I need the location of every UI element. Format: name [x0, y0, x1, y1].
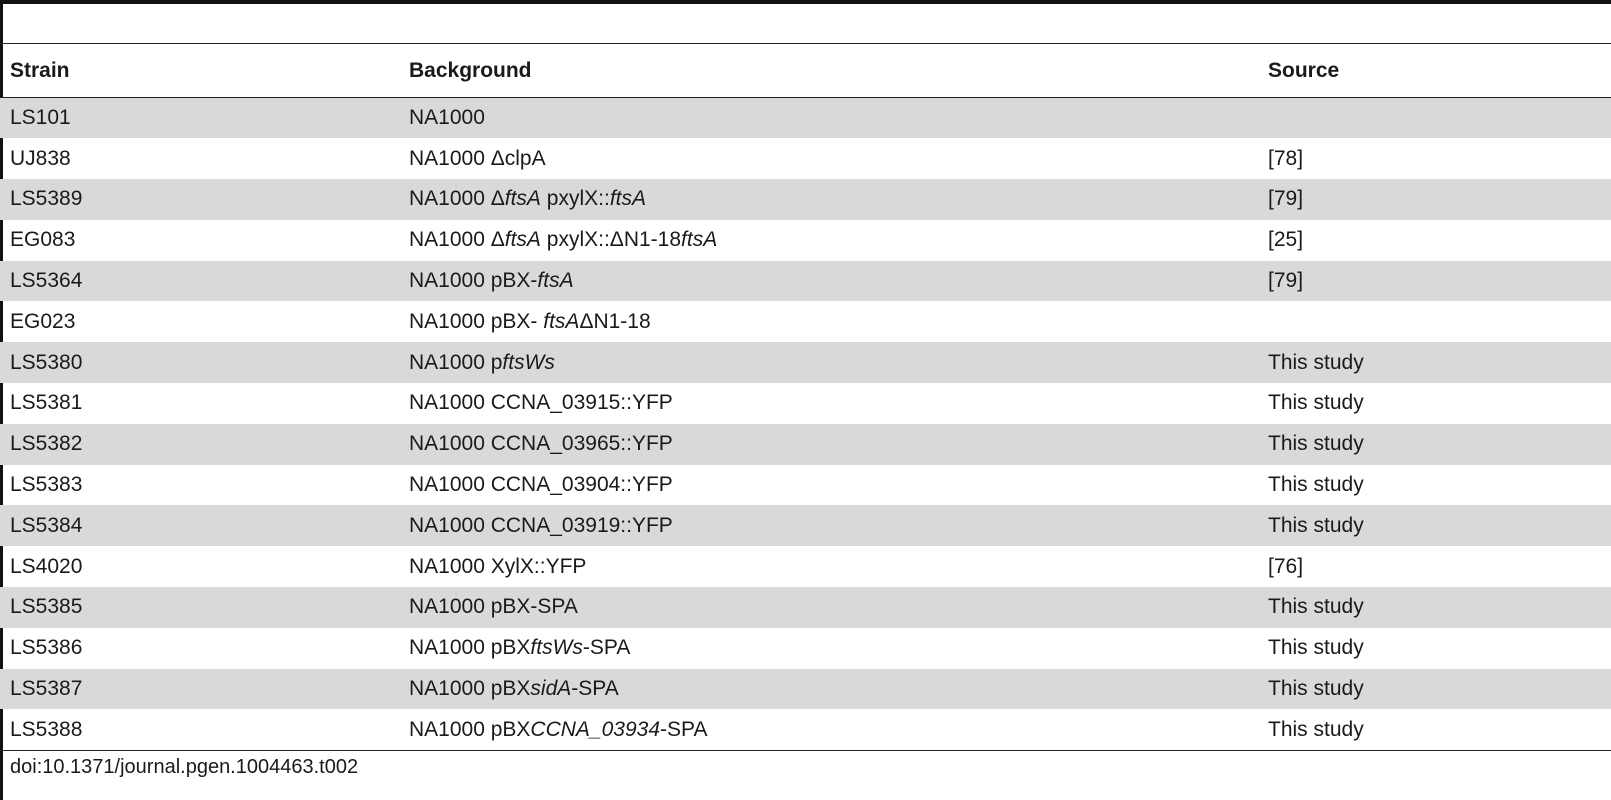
- cell-strain: LS5381: [10, 391, 83, 415]
- table-row: [0, 587, 1611, 628]
- table-row: [0, 220, 1611, 261]
- background-text: NA1000 pBX-SPA: [409, 595, 578, 619]
- header-source: Source: [1268, 58, 1340, 82]
- background-text: ΔN1-18: [579, 309, 651, 333]
- background-text: NA1000 ΔclpA: [409, 146, 546, 170]
- cell-background: [409, 546, 1268, 587]
- table-row: [0, 179, 1611, 220]
- table-row: [0, 301, 1611, 342]
- gene-name-italic: ftsA: [504, 187, 541, 211]
- cell-source: [25]: [1268, 228, 1304, 252]
- cell-source: This study: [1268, 636, 1364, 660]
- cell-strain: LS5385: [10, 595, 83, 619]
- cell-strain: LS4020: [10, 554, 83, 578]
- cell-source: This study: [1268, 513, 1364, 537]
- table-row: [0, 342, 1611, 383]
- cell-source: This study: [1268, 677, 1364, 701]
- cell-background: [409, 424, 1268, 465]
- cell-strain: LS5382: [10, 432, 83, 456]
- gene-name-italic: ftsA: [609, 187, 646, 211]
- background-text: NA1000 pBX: [409, 636, 531, 660]
- table-row: [0, 546, 1611, 587]
- table-row: [0, 709, 1611, 750]
- table-row: [0, 424, 1611, 465]
- cell-background: [409, 342, 1268, 383]
- background-text: -SPA: [582, 636, 631, 660]
- background-text: NA1000 CCNA_03965::YFP: [409, 432, 673, 456]
- header-background: Background: [409, 58, 532, 82]
- cell-strain: LS5384: [10, 513, 83, 537]
- doi-caption: doi:10.1371/journal.pgen.1004463.t002: [10, 756, 359, 778]
- background-text: NA1000 pBX: [409, 677, 531, 701]
- cell-background: [409, 709, 1268, 750]
- cell-background: [409, 261, 1268, 302]
- cell-strain: LS5383: [10, 473, 83, 497]
- cell-background: [409, 669, 1268, 710]
- cell-source: [79]: [1268, 187, 1304, 211]
- table-row: [0, 628, 1611, 669]
- background-text: NA1000 CCNA_03904::YFP: [409, 473, 673, 497]
- gene-name-italic: ftsA: [543, 309, 580, 333]
- background-text: NA1000 pBX-: [409, 269, 538, 293]
- background-text: NA1000 CCNA_03919::YFP: [409, 513, 673, 537]
- cell-source: This study: [1268, 473, 1364, 497]
- cell-source: This study: [1268, 717, 1364, 741]
- table-header: [0, 44, 1611, 98]
- cell-source: [79]: [1268, 269, 1304, 293]
- cell-source: This study: [1268, 350, 1364, 374]
- cell-source: This study: [1268, 595, 1364, 619]
- gene-name-italic: sidA: [530, 677, 572, 701]
- background-text: NA1000 XylX::YFP: [409, 554, 587, 578]
- cell-background: [409, 179, 1268, 220]
- background-text: -SPA: [660, 717, 708, 741]
- cell-background: [409, 628, 1268, 669]
- cell-strain: EG083: [10, 228, 76, 252]
- background-text: NA1000 pBX: [409, 717, 531, 741]
- cell-background: [409, 383, 1268, 424]
- cell-strain: LS5386: [10, 636, 83, 660]
- gene-name-italic: ftsWs: [530, 636, 583, 660]
- table-row: [0, 383, 1611, 424]
- header-strain: Strain: [10, 58, 70, 82]
- cell-strain: UJ838: [10, 146, 71, 170]
- strain-table-container: [0, 43, 1611, 751]
- cell-source: This study: [1268, 432, 1364, 456]
- background-text: NA1000 pBX-: [409, 309, 544, 333]
- cell-source: [76]: [1268, 554, 1304, 578]
- gene-name-italic: CCNA_03934: [530, 717, 661, 741]
- background-text: NA1000 CCNA_03915::YFP: [409, 391, 673, 415]
- cell-strain: LS5388: [10, 717, 83, 741]
- cell-source: [78]: [1268, 146, 1304, 170]
- cell-background: [409, 465, 1268, 506]
- table-row: [0, 138, 1611, 179]
- gene-name-italic: ftsA: [537, 269, 574, 293]
- background-text: NA1000: [409, 106, 485, 130]
- background-text: pxylX::: [540, 187, 610, 211]
- cell-strain: LS101: [10, 106, 71, 130]
- cell-background: [409, 587, 1268, 628]
- table-row: [0, 505, 1611, 546]
- cell-source: This study: [1268, 391, 1364, 415]
- table-row: [0, 465, 1611, 506]
- cell-strain: EG023: [10, 309, 76, 333]
- cell-background: [409, 138, 1268, 179]
- gene-name-italic: ftsWs: [502, 350, 555, 374]
- cell-strain: LS5387: [10, 677, 83, 701]
- cell-background: [409, 220, 1268, 261]
- gene-name-italic: ftsA: [681, 228, 718, 252]
- strain-table: [0, 43, 1611, 751]
- background-text: NA1000 Δ: [409, 187, 505, 211]
- cell-strain: LS5389: [10, 187, 83, 211]
- background-text: pxylX::ΔN1-18: [540, 228, 682, 252]
- table-row: [0, 669, 1611, 710]
- cell-strain: LS5380: [10, 350, 83, 374]
- table-row: [0, 261, 1611, 302]
- table-body: [0, 98, 1611, 751]
- cell-background: [409, 301, 1268, 342]
- background-text: NA1000 p: [409, 350, 503, 374]
- background-text: -SPA: [571, 677, 619, 701]
- cell-strain: LS5364: [10, 269, 83, 293]
- cell-background: [409, 505, 1268, 546]
- cell-source: [1268, 98, 1611, 139]
- gene-name-italic: ftsA: [504, 228, 541, 252]
- top-rule: [0, 0, 1611, 4]
- cell-source: [1268, 301, 1611, 342]
- table-row: [0, 98, 1611, 139]
- cell-background: [409, 98, 1268, 139]
- background-text: NA1000 Δ: [409, 228, 505, 252]
- header-row: [0, 44, 1611, 98]
